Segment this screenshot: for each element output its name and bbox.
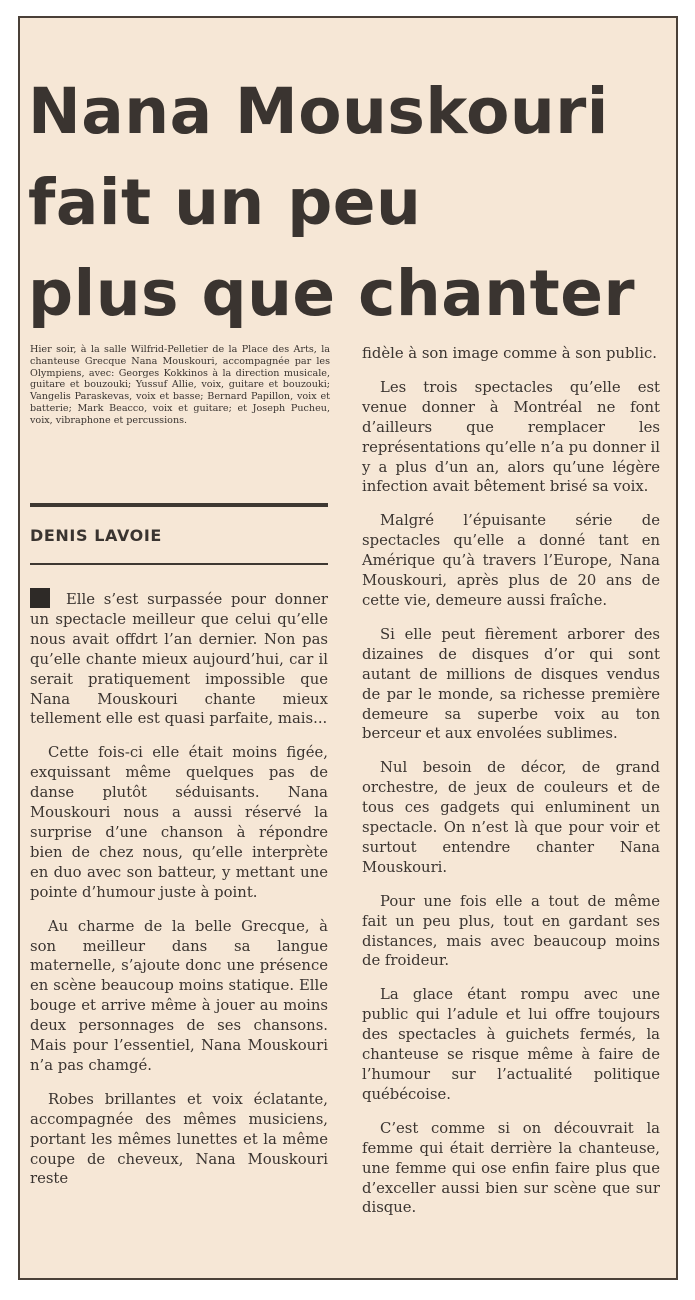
byline: DENIS LAVOIE <box>30 526 162 545</box>
article-paragraph: Pour une fois elle a tout de même fait un peu plus, tout en gardant ses distances, mais avec beaucoup moins de froideur. <box>362 892 660 970</box>
headline <box>28 66 668 339</box>
paragraph-bullet-icon <box>30 588 50 608</box>
article-paragraph: Robes brillantes et voix éclatante, accompagnée des mêmes musiciens, portant les mêmes lunettes et la même coupe de cheveux, Nana Mouskouri reste <box>30 1090 328 1188</box>
article-paragraph: Nul besoin de décor, de grand orchestre, de jeux de couleurs et de tous ces gadgets qui enluminent un spectacle. On n’est là que pour voir et surtout entendre chanter Nana Mouskouri. <box>362 759 660 876</box>
headline-line-2: fait un peu <box>28 166 422 239</box>
headline-line-1: Nana Mouskouri <box>28 75 609 148</box>
article-column-right <box>362 344 660 1232</box>
article-paragraph: Au charme de la belle Grecque, à son meilleur dans sa langue maternelle, s’ajoute donc une présence en scène beaucoup moins statique. Elle bouge et arrive même à jouer au moins deux personnages de ses chansons. Mais pour l’essentiel, Nana Mouskouri n’a pas chamgé. <box>30 917 328 1074</box>
newspaper-clipping <box>18 16 678 1280</box>
article-paragraph: La glace étant rompu avec une public qui l’adule et lui offre toujours des spectacles à guichets fermés, la chanteuse se risque même à faire de l’humour sur l’actualité politique québécoise. <box>362 986 660 1103</box>
article-paragraph: Malgré l’épuisante série de spectacles qu’elle a donné tant en Amérique qu’à travers l’Europe, Nana Mouskouri, après plus de 20 ans de cette vie, demeure aussi fraîche. <box>362 512 660 609</box>
article-paragraph: Cette fois-ci elle était moins figée, exquissant même quelques pas de danse plutôt séduisants. Nana Mouskouri nous a aussi réservé la surprise d’une chanson à répondre bien de chez nous, qu’elle interprète en duo avec son batteur, y mettant une pointe d’humour juste à point. <box>30 744 328 901</box>
headline-line-3: plus que chanter <box>28 257 636 330</box>
article-paragraph: Elle s’est surpassée pour donner un spectacle meilleur que celui qu’elle nous avait offdrt l’an dernier. Non pas qu’elle chante mieux aujourd’hui, car il serait pratiquement impossible que Nana Mouskouri chante mieux tellement elle est quasi parfaite, mais... <box>30 588 328 729</box>
article-paragraph: C’est comme si on découvrait la femme qui était derrière la chanteuse, une femme qui ose enfin faire plus que d’exceller aussi bien sur scène que sur disque. <box>362 1119 660 1217</box>
byline-top-rule <box>30 503 328 507</box>
byline-bottom-rule <box>30 563 328 565</box>
article-paragraph: fidèle à son image comme à son public. <box>362 345 657 362</box>
article-paragraph: Si elle peut fièrement arborer des dizaines de disques d’or qui sont autant de millions de disques vendus de par le monde, sa richesse première demeure sa superbe voix au ton berceur et aux envolées sublimes. <box>362 625 660 743</box>
lede-paragraph: Hier soir, à la salle Wilfrid-Pelletier de la Place des Arts, la chanteuse Grecque Nana Mouskouri, accompagnée par les Olympiens, avec: Georges Kokkinos à la direction musicale, guitare et bouzouki; Yussuf Allie, voix, guitare et bouzouki; Vangelis Paraskevas, voix et basse; Bernard Papillon, voix et batterie; Mark Beacco, voix et guitare; et Joseph Pucheu, voix, vibraphone et percussions. <box>30 344 330 426</box>
article-paragraph: Les trois spectacles qu’elle est venue donner à Montréal ne font d’ailleurs que remplacer les représentations qu’elle n’a pu donner il y a plus d’un an, alors qu’une légère infection avait bêtement brisé sa voix. <box>362 378 660 496</box>
article-column-left <box>30 588 328 1203</box>
